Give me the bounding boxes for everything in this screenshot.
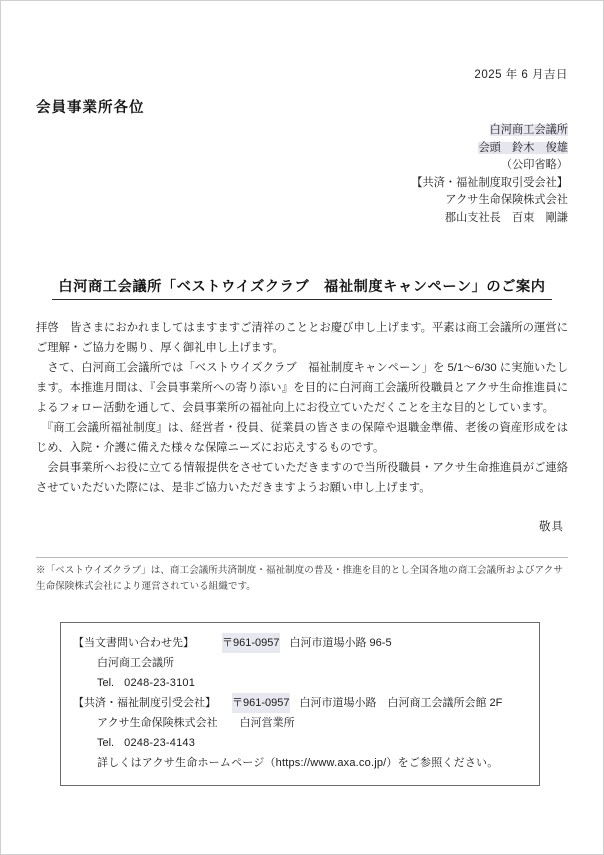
body-paragraph-1: 拝啓 皆さまにおかれましてはますますご清祥のこととお慶び申し上げます。平素は商工会議所の運営にご理解・ご協力を賜り、厚く御礼申し上げます。	[36, 322, 568, 354]
contact-tel-label-2: Tel.	[97, 737, 115, 749]
contact-org-2: アクサ生命保険株式会社	[97, 717, 218, 729]
contact-heading-2-row	[73, 693, 527, 713]
contact-zip-1: 〒961-0957	[222, 633, 280, 653]
document-body	[36, 318, 568, 498]
closing-word: 敬具	[539, 521, 564, 533]
contact-tel-1: 0248-23-3101	[124, 677, 196, 689]
contact-org-1: 白河商工会議所	[97, 657, 174, 669]
sender-line-3: （公印省略）	[500, 159, 568, 172]
addressee: 会員事業所各位	[36, 100, 145, 116]
contact-tel-2: 0248-23-4143	[124, 737, 196, 749]
contact-address-2: 白河市道場小路 白河商工会議所会館 2F	[299, 697, 503, 709]
contact-tel-label-1: Tel.	[97, 677, 115, 689]
contact-note-row	[73, 753, 527, 773]
contact-heading-1: 【当文書問い合わせ先】	[73, 637, 194, 649]
contact-box	[60, 622, 540, 786]
contact-org-1-row	[73, 653, 527, 673]
contact-heading-1-row	[73, 633, 527, 653]
body-paragraph-3: 『商工会議所福祉制度』は、経営者・役員、従業員の皆さまの保障や退職金準備、老後の資産形成をはじめ、入院・介護に備えた様々な保障ニーズにお応えするものです。	[36, 422, 568, 454]
title-container	[36, 274, 568, 300]
sender-line-6: 郡山支社長 百束 剛謙	[444, 211, 568, 224]
contact-zip-2: 〒961-0957	[232, 693, 290, 713]
contact-tel-1-row	[73, 673, 527, 693]
document-date: 2025 年 6 月吉日	[474, 69, 568, 81]
sender-line-1: 白河商工会議所	[489, 124, 568, 136]
body-paragraph-2: さて、白河商工会議所では「ベストウイズクラブ 福祉制度キャンペーン」を 5/1〜6/30 に実施いたします。本推進月間は、『会員事業所への寄り添い』を目的に白河商工会議所役職員とアクサ生命推進員によるフォロー活動を通して、会員事業所の福祉向上にお役立ていただくことを主な目的としています。	[36, 362, 568, 414]
contact-note: 詳しくはアクサ生命ホームページ（https://www.axa.co.jp/）をご参照ください。	[97, 757, 499, 769]
sender-line-4: 【共済・福祉制度取引受会社】	[411, 176, 568, 189]
sender-line-5: アクサ生命保険株式会社	[445, 194, 568, 207]
body-paragraph-4: 会員事業所へお役に立てる情報提供をさせていただきますので当所役職員・アクサ生命推進員がご連絡させていただいた際には、是非ご協力いただきますようお願い申し上げます。	[36, 462, 568, 494]
contact-heading-2: 【共済・福祉制度引受会社】	[73, 697, 216, 709]
document-title: 白河商工会議所「ベストウイズクラブ 福祉制度キャンペーン」のご案内	[52, 274, 551, 300]
contact-org-2-row	[73, 713, 527, 733]
sender-line-2: 会頭 鈴木 俊雄	[478, 141, 568, 154]
contact-address-1: 白河市道場小路 96-5	[289, 637, 392, 649]
sender-block	[411, 122, 568, 228]
contact-tel-2-row	[73, 733, 527, 753]
contact-office-2: 白河営業所	[239, 717, 295, 729]
footnote: ※「ベストウイズクラブ」は、商工会議所共済制度・福祉制度の普及・推進を目的とし全国各地の商工会議所およびアクサ生命保険株式会社により運営されている組織です。	[36, 557, 568, 595]
